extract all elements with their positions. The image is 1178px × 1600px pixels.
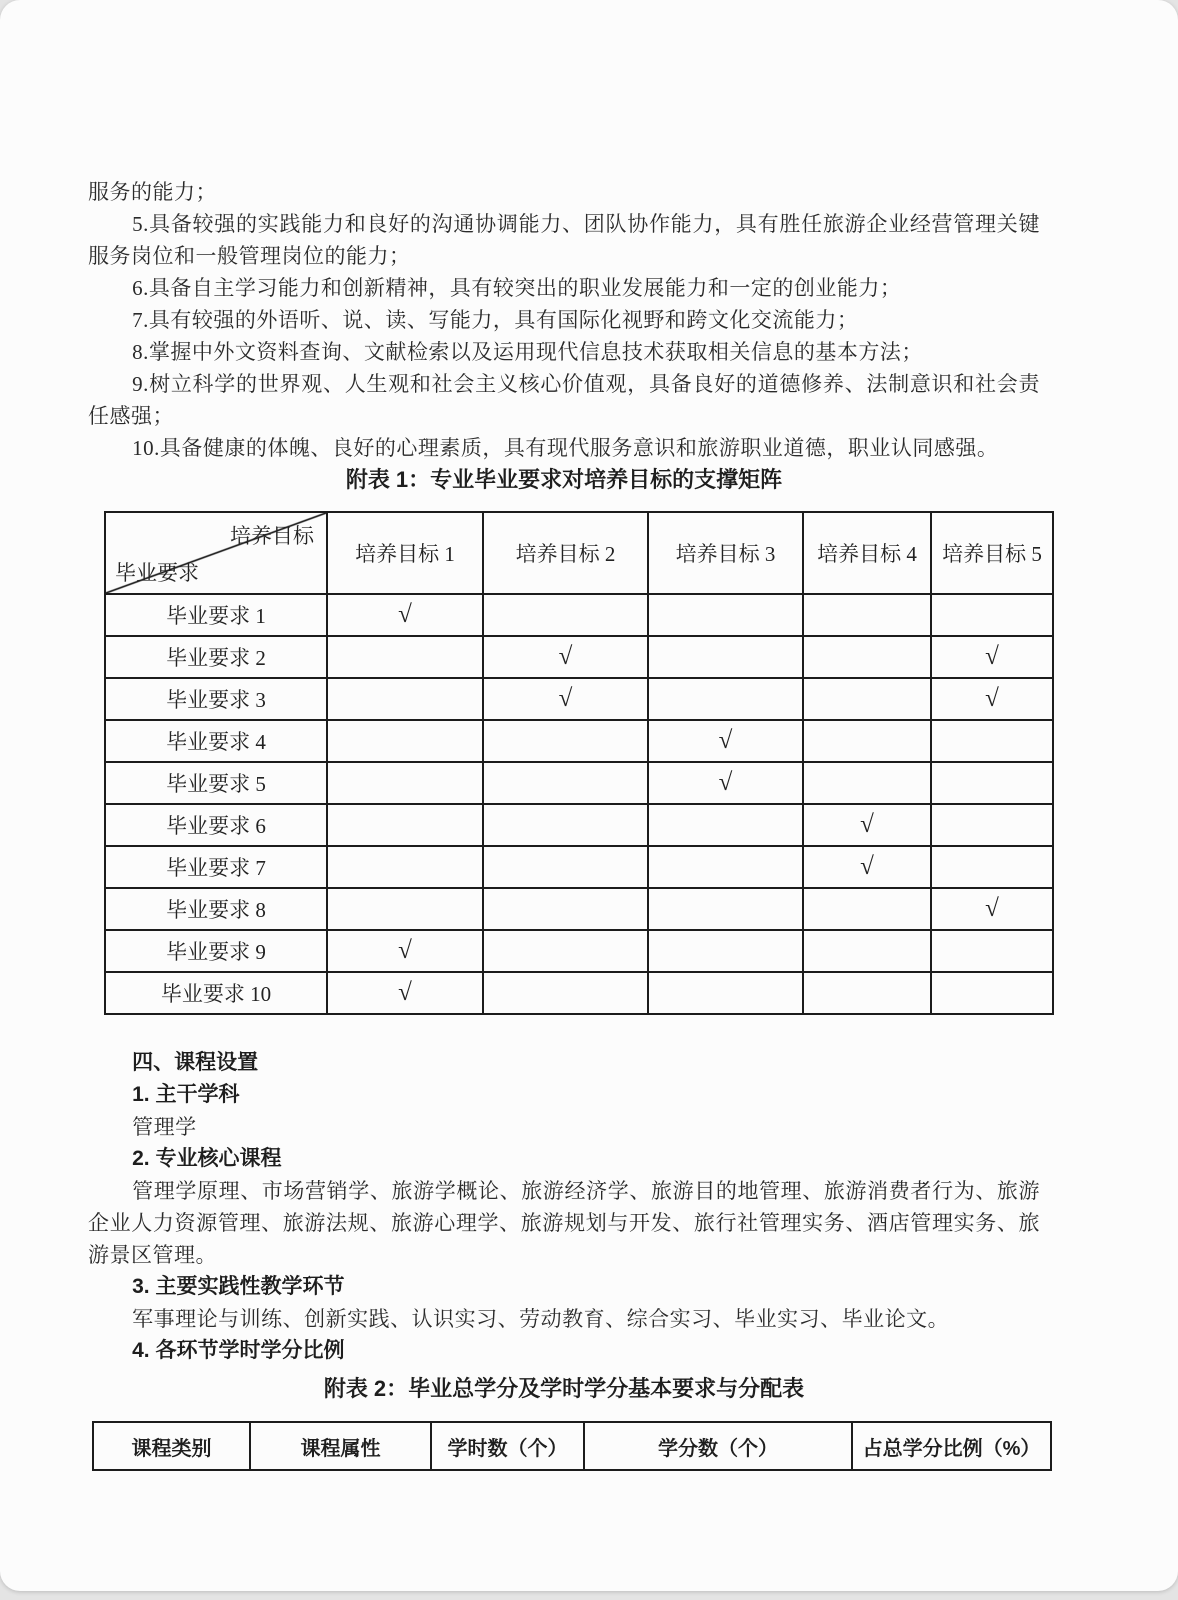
- matrix-cell: [803, 888, 931, 930]
- matrix-cell: [483, 972, 648, 1014]
- matrix-cell: [931, 720, 1053, 762]
- section-heading-4: 四、课程设置: [132, 1051, 259, 1074]
- matrix-cell: [931, 804, 1053, 846]
- matrix-cell: [483, 720, 648, 762]
- matrix-cell: [327, 720, 483, 762]
- matrix-cell: [931, 930, 1053, 972]
- matrix-cell: √: [327, 594, 483, 636]
- table1-col-header: 培养目标 2: [483, 512, 648, 594]
- table1-col-header: 培养目标 3: [648, 512, 803, 594]
- subsection-3-heading: 3. 主要实践性教学环节: [132, 1275, 345, 1298]
- table1-row: [105, 594, 1053, 636]
- matrix-cell: [483, 888, 648, 930]
- table2-col-header: 课程属性: [250, 1422, 431, 1470]
- matrix-cell: √: [931, 678, 1053, 720]
- table1-row: [105, 636, 1053, 678]
- matrix-cell: [327, 846, 483, 888]
- paragraph-item-7: 7.具有较强的外语听、说、读、写能力，具有国际化视野和跨文化交流能力；: [132, 308, 859, 332]
- matrix-cell: √: [803, 846, 931, 888]
- matrix-cell: [648, 888, 803, 930]
- matrix-cell: [803, 594, 931, 636]
- subsection-4-heading: 4. 各环节学时学分比例: [132, 1339, 345, 1362]
- matrix-cell: √: [648, 720, 803, 762]
- matrix-cell: [648, 930, 803, 972]
- paragraph-item-5: 5.具备较强的实践能力和良好的沟通协调能力、团队协作能力，具有胜任旅游企业经营管理关键服务岗位和一般管理岗位的能力；: [88, 212, 1040, 268]
- table1-row: [105, 930, 1053, 972]
- matrix-cell: [483, 804, 648, 846]
- table1-title: 附表 1：专业毕业要求对培养目标的支撑矩阵: [345, 467, 783, 492]
- table2-col-header: 学时数（个）: [431, 1422, 584, 1470]
- row-label: 毕业要求 2: [105, 636, 327, 678]
- table1-row: [105, 720, 1053, 762]
- matrix-cell: [931, 972, 1053, 1014]
- matrix-cell: [648, 972, 803, 1014]
- matrix-cell: [803, 720, 931, 762]
- subsection-1-body: 管理学: [132, 1115, 197, 1139]
- matrix-cell: √: [803, 804, 931, 846]
- matrix-cell: √: [931, 888, 1053, 930]
- matrix-cell: [803, 636, 931, 678]
- matrix-cell: [483, 930, 648, 972]
- diagonal-label-objectives: 培养目标: [230, 524, 314, 548]
- matrix-cell: √: [483, 636, 648, 678]
- matrix-cell: [931, 846, 1053, 888]
- matrix-cell: [803, 972, 931, 1014]
- row-label: 毕业要求 4: [105, 720, 327, 762]
- table2-col-header: 课程类别: [93, 1422, 250, 1470]
- matrix-cell: [327, 636, 483, 678]
- row-label: 毕业要求 9: [105, 930, 327, 972]
- matrix-cell: √: [327, 930, 483, 972]
- table1-support-matrix: [104, 511, 1054, 1015]
- table2-header-row: [93, 1422, 1051, 1470]
- row-label: 毕业要求 10: [105, 972, 327, 1014]
- row-label: 毕业要求 3: [105, 678, 327, 720]
- subsection-2-body: 管理学原理、市场营销学、旅游学概论、旅游经济学、旅游目的地管理、旅游消费者行为、旅游企业人力资源管理、旅游法规、旅游心理学、旅游规划与开发、旅行社管理实务、酒店管理实务、旅游景区管理。: [88, 1179, 1040, 1267]
- table1-col-header: 培养目标 1: [327, 512, 483, 594]
- matrix-cell: [327, 678, 483, 720]
- matrix-cell: [648, 846, 803, 888]
- table2-col-header: 占总学分比例（%）: [852, 1422, 1051, 1470]
- matrix-cell: [327, 762, 483, 804]
- paragraph-continuation: 服务的能力；: [88, 180, 217, 204]
- matrix-cell: [648, 636, 803, 678]
- matrix-cell: [803, 930, 931, 972]
- table1-row: [105, 678, 1053, 720]
- paragraph-item-8: 8.掌握中外文资料查询、文献检索以及运用现代信息技术获取相关信息的基本方法；: [132, 340, 923, 364]
- row-label: 毕业要求 1: [105, 594, 327, 636]
- subsection-1-heading: 1. 主干学科: [132, 1083, 240, 1106]
- matrix-cell: [483, 762, 648, 804]
- table1-row: [105, 804, 1053, 846]
- table1-row: [105, 972, 1053, 1014]
- table2-allocation-header: [92, 1421, 1052, 1471]
- subsection-3-body: 军事理论与训练、创新实践、认识实习、劳动教育、综合实习、毕业实习、毕业论文。: [132, 1307, 950, 1331]
- table1-row: [105, 888, 1053, 930]
- matrix-cell: [483, 594, 648, 636]
- matrix-cell: [327, 888, 483, 930]
- subsection-2-heading: 2. 专业核心课程: [132, 1147, 282, 1170]
- paragraph-item-10: 10.具备健康的体魄、良好的心理素质，具有现代服务意识和旅游职业道德，职业认同感强。: [132, 436, 999, 460]
- table1-header-row: [105, 512, 1053, 594]
- paragraph-item-6: 6.具备自主学习能力和创新精神，具有较突出的职业发展能力和一定的创业能力；: [132, 276, 902, 300]
- paragraph-item-9: 9.树立科学的世界观、人生观和社会主义核心价值观，具备良好的道德修养、法制意识和社会责任感强；: [88, 372, 1040, 428]
- row-label: 毕业要求 5: [105, 762, 327, 804]
- matrix-cell: [483, 846, 648, 888]
- matrix-cell: √: [483, 678, 648, 720]
- matrix-cell: [803, 762, 931, 804]
- matrix-cell: [648, 594, 803, 636]
- table1-col-header: 培养目标 4: [803, 512, 931, 594]
- matrix-cell: [803, 678, 931, 720]
- matrix-cell: √: [931, 636, 1053, 678]
- matrix-cell: [931, 762, 1053, 804]
- row-label: 毕业要求 8: [105, 888, 327, 930]
- matrix-cell: √: [327, 972, 483, 1014]
- table1-col-header: 培养目标 5: [931, 512, 1053, 594]
- table1-row: [105, 762, 1053, 804]
- table1-row: [105, 846, 1053, 888]
- matrix-cell: [327, 804, 483, 846]
- matrix-cell: [931, 594, 1053, 636]
- table1-diagonal-header-cell: [105, 512, 327, 594]
- matrix-cell: [648, 678, 803, 720]
- row-label: 毕业要求 6: [105, 804, 327, 846]
- row-label: 毕业要求 7: [105, 846, 327, 888]
- table2-col-header: 学分数（个）: [584, 1422, 852, 1470]
- matrix-cell: [648, 804, 803, 846]
- matrix-cell: √: [648, 762, 803, 804]
- diagonal-label-requirements: 毕业要求: [115, 561, 199, 585]
- table2-title: 附表 2：毕业总学分及学时学分基本要求与分配表: [323, 1376, 805, 1401]
